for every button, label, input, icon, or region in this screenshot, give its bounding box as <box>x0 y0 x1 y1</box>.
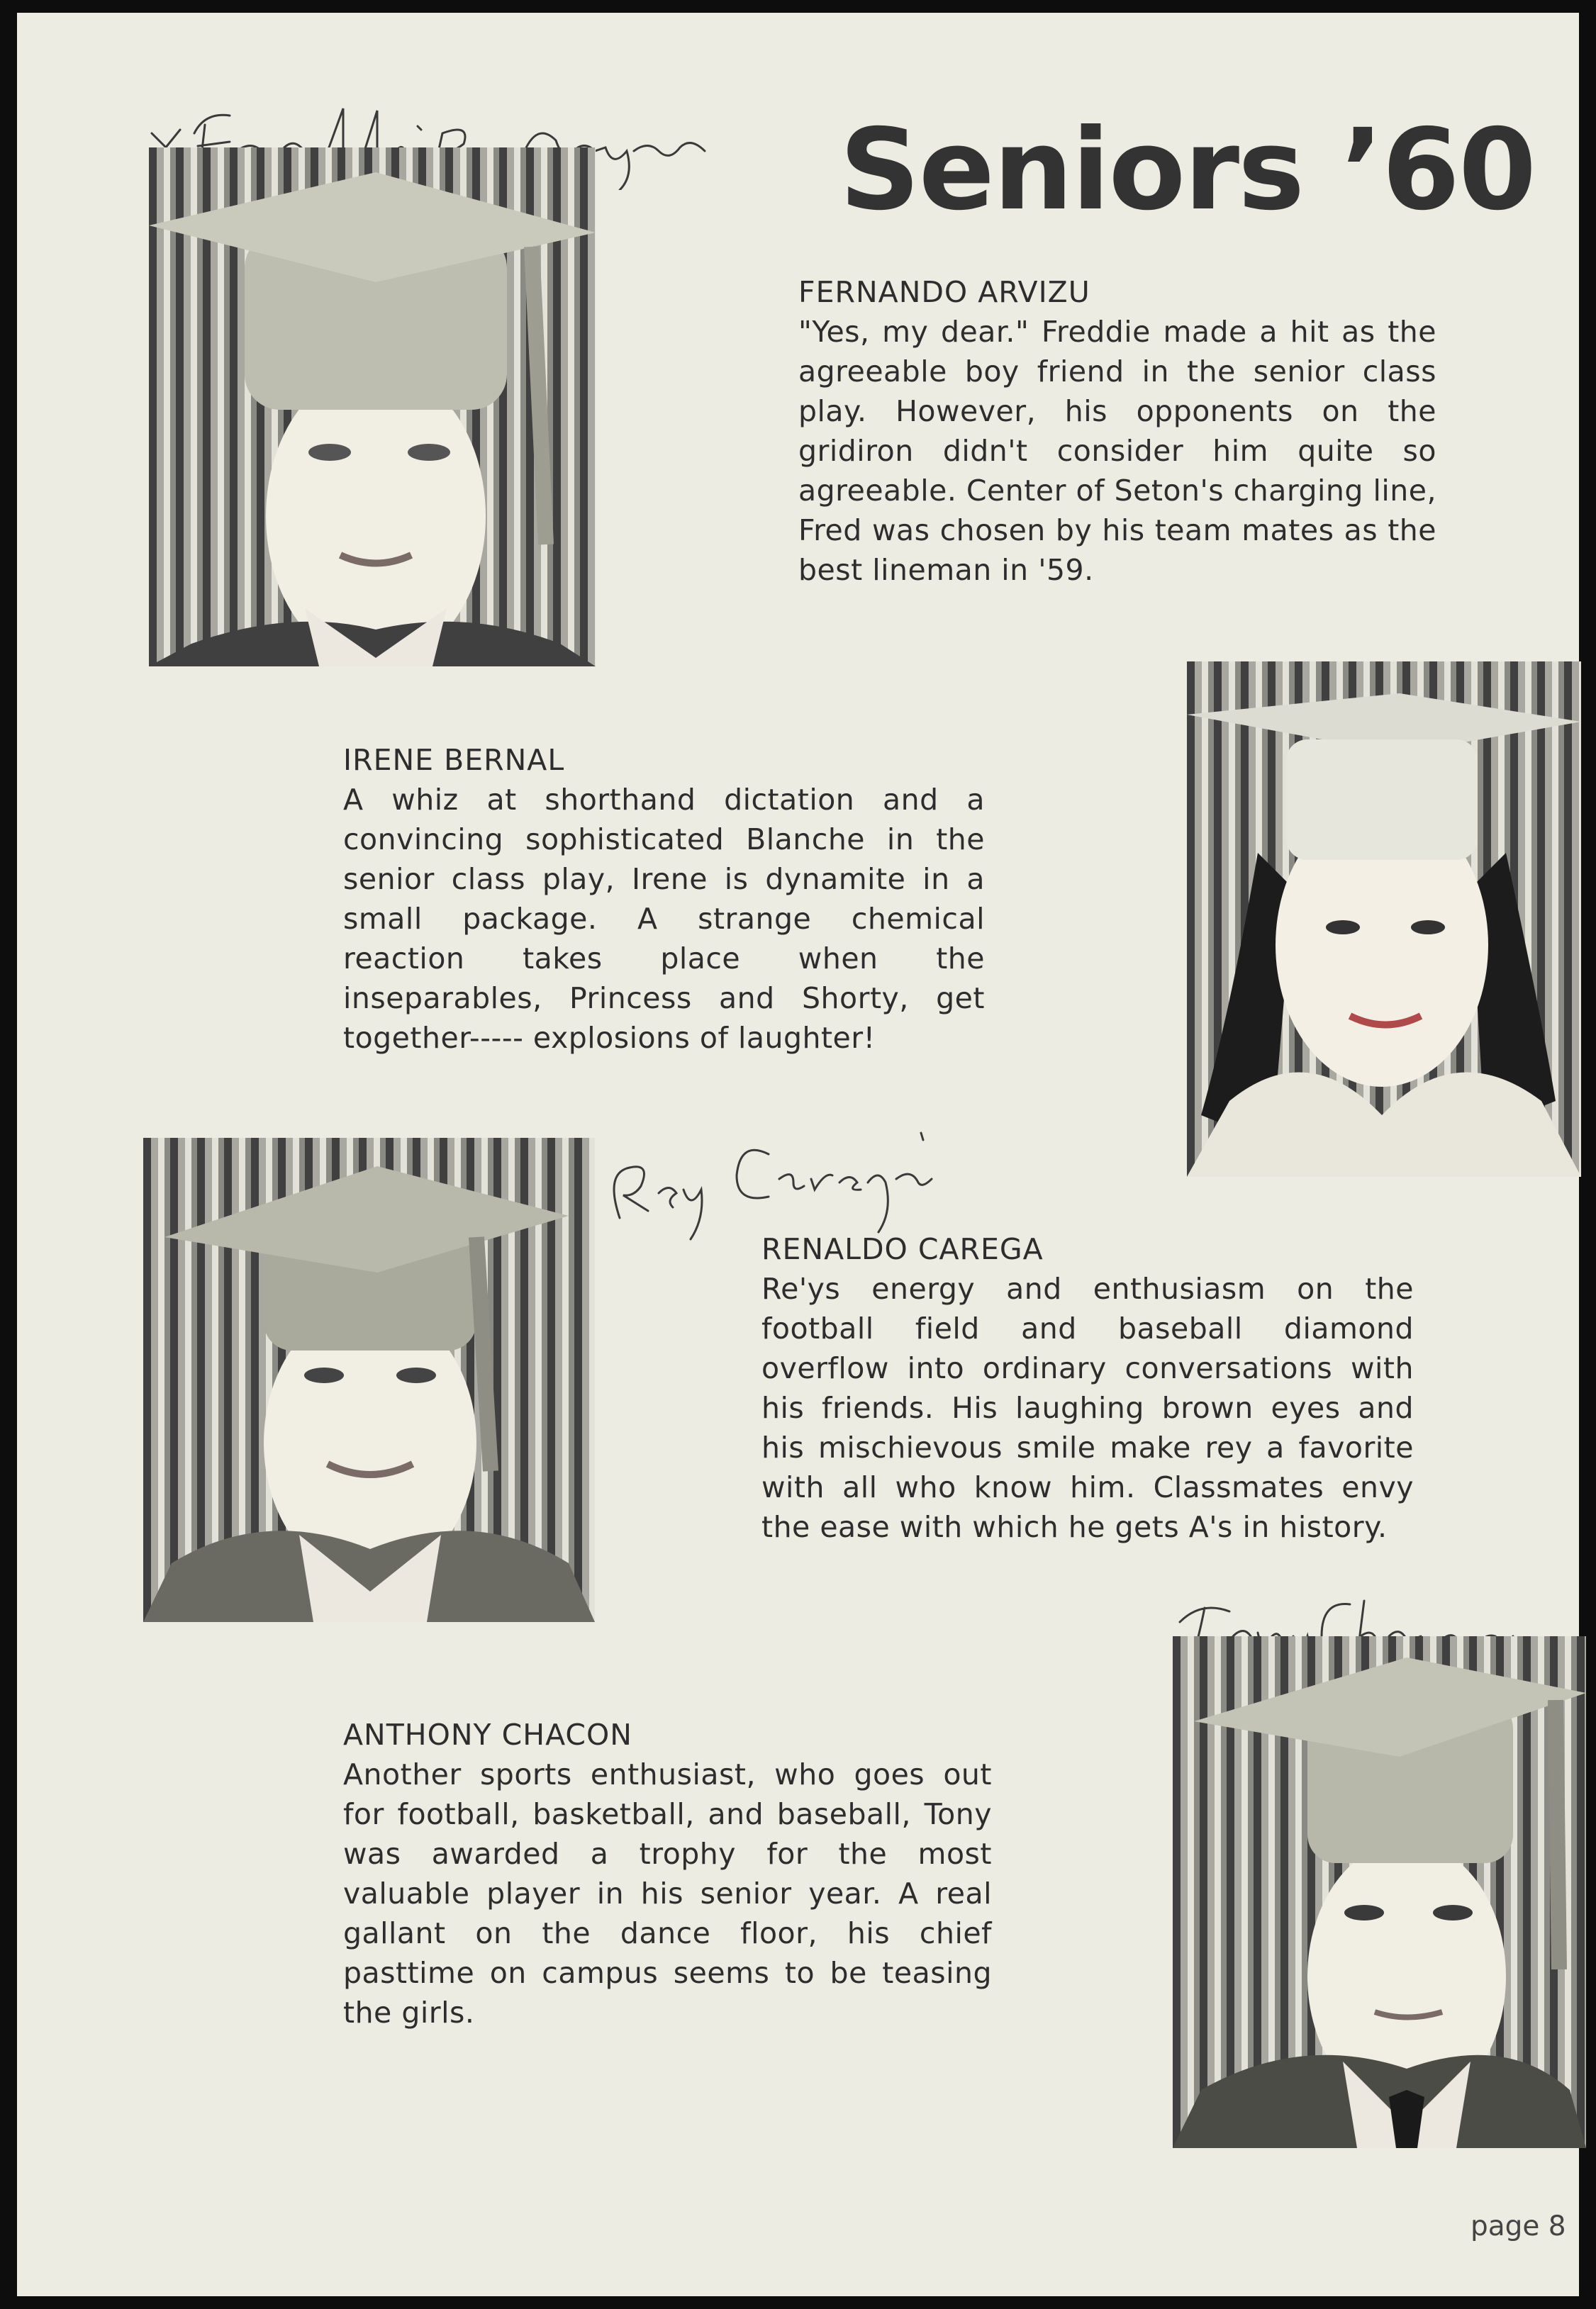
bio-anthony-chacon <box>343 1718 992 2033</box>
bio-renaldo-carega <box>761 1232 1414 1547</box>
student-bio: Another sports enthusiast, who goes out for football, basketball, and baseball, Tony was awarded a trophy for the most valuable player in his senior year. A real gallant on the dance floor, his chief pasttime on campus seems to be teasing the girls. <box>343 1757 992 2030</box>
student-name: FERNANDO ARVIZU <box>798 275 1090 309</box>
portrait-fernando-arvizu <box>149 147 596 666</box>
portrait-irene-bernal <box>1187 661 1581 1177</box>
student-bio: Re'ys energy and enthusiasm on the football field and baseball diamond overflow into ordinary conversations with his friends. His laughing brown eyes and his mischievous smile make rey a favorite with all who know him. Classmates envy the ease with which he gets A's in history. <box>761 1272 1414 1544</box>
student-name: RENALDO CAREGA <box>761 1232 1044 1266</box>
bio-irene-bernal <box>343 743 985 1058</box>
portrait-anthony-chacon <box>1173 1636 1586 2148</box>
student-name: IRENE BERNAL <box>343 743 565 777</box>
portrait-renaldo-carega <box>143 1138 595 1622</box>
page-number: page 8 <box>1471 2210 1566 2242</box>
student-bio: "Yes, my dear." Freddie made a hit as the agreeable boy friend in the senior class play. However, his opponents on the gridiron didn't consider him quite so agreeable. Center of Seton's charging line, Fred was chosen by his team mates as the best lineman in '59. <box>798 315 1436 587</box>
student-bio: A whiz at shorthand dictation and a convincing sophisticated Blanche in the senior class play, Irene is dynamite in a small package. A strange chemical reaction takes place when the inseparables, Princess and Shorty, get together----- explosions of laughter! <box>343 783 985 1055</box>
page-title: Seniors ’60 <box>839 105 1536 235</box>
yearbook-page <box>17 13 1579 2296</box>
bio-fernando-arvizu <box>798 275 1436 590</box>
signature-renaldo-carega <box>598 1112 995 1246</box>
student-name: ANTHONY CHACON <box>343 1718 632 1752</box>
